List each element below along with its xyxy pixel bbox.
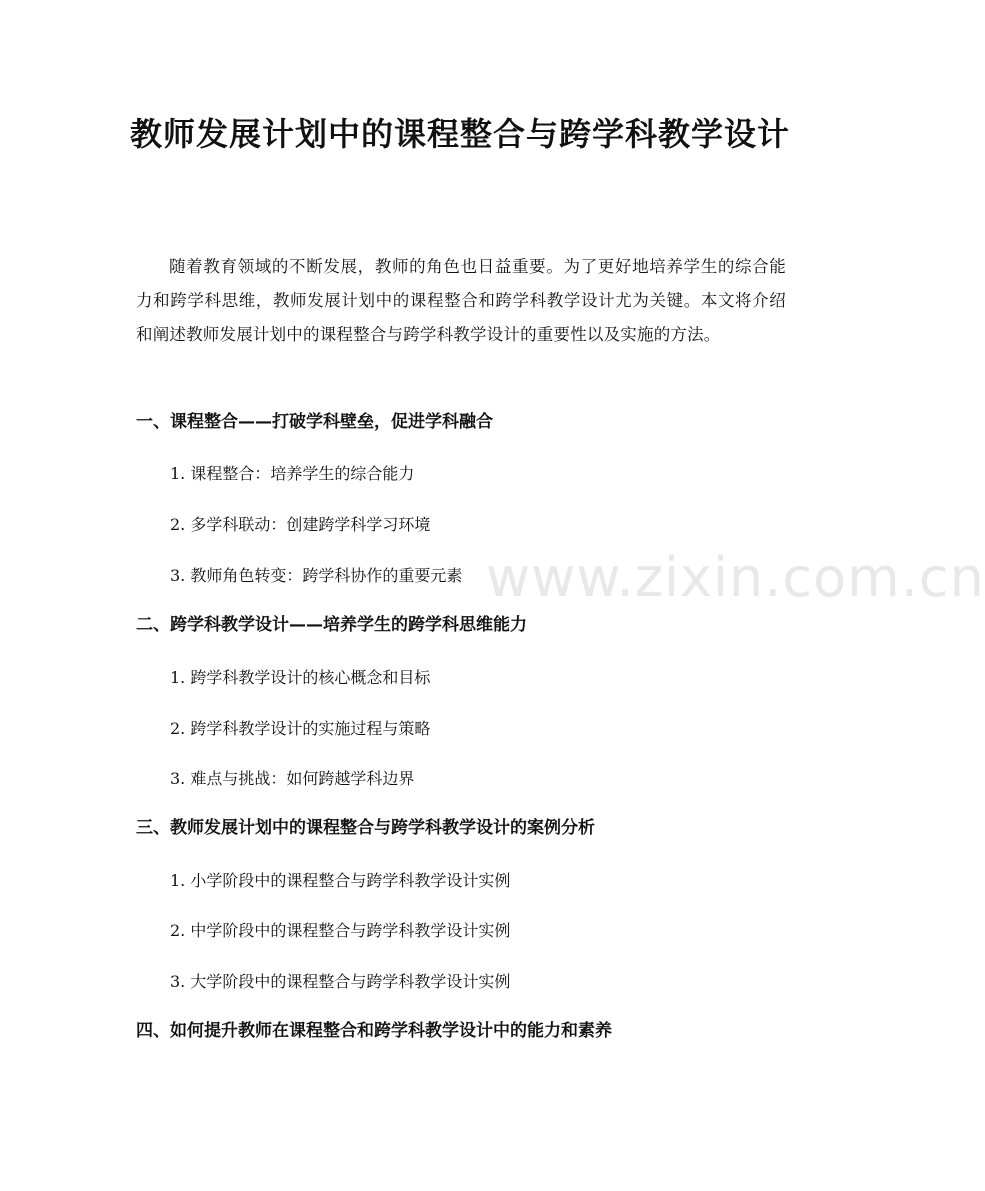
document-title: 教师发展计划中的课程整合与跨学科教学设计 [129, 115, 790, 153]
intro-paragraph: 随着教育领域的不断发展，教师的角色也日益重要。为了更好地培养学生的综合能力和跨学科思维，教师发展计划中的课程整合和跨学科教学设计尤为关键。本文将介绍和阐述教师发展计划中的课程整合与跨学科教学设计的重要性以及实施的方法。 [136, 257, 786, 344]
section-heading-3: 三、教师发展计划中的课程整合与跨学科教学设计的案例分析 [136, 818, 595, 838]
section-3-item-3: 3. 大学阶段中的课程整合与跨学科教学设计实例 [170, 972, 511, 991]
section-2-item-2: 2. 跨学科教学设计的实施过程与策略 [170, 719, 431, 738]
section-2-item-3: 3. 难点与挑战：如何跨越学科边界 [170, 769, 415, 788]
section-3-item-1: 1. 小学阶段中的课程整合与跨学科教学设计实例 [170, 871, 511, 890]
section-1-item-3: 3. 教师角色转变：跨学科协作的重要元素 [170, 566, 463, 585]
section-1-item-1: 1. 课程整合：培养学生的综合能力 [170, 464, 415, 483]
watermark: www.zixin.com.cn [486, 546, 985, 609]
section-heading-1: 一、课程整合——打破学科壁垒，促进学科融合 [136, 412, 493, 432]
section-1-item-2: 2. 多学科联动：创建跨学科学习环境 [170, 515, 431, 534]
section-heading-2: 二、跨学科教学设计——培养学生的跨学科思维能力 [136, 615, 527, 635]
section-heading-4: 四、如何提升教师在课程整合和跨学科教学设计中的能力和素养 [136, 1021, 612, 1041]
section-3-item-2: 2. 中学阶段中的课程整合与跨学科教学设计实例 [170, 921, 511, 940]
section-2-item-1: 1. 跨学科教学设计的核心概念和目标 [170, 668, 431, 687]
